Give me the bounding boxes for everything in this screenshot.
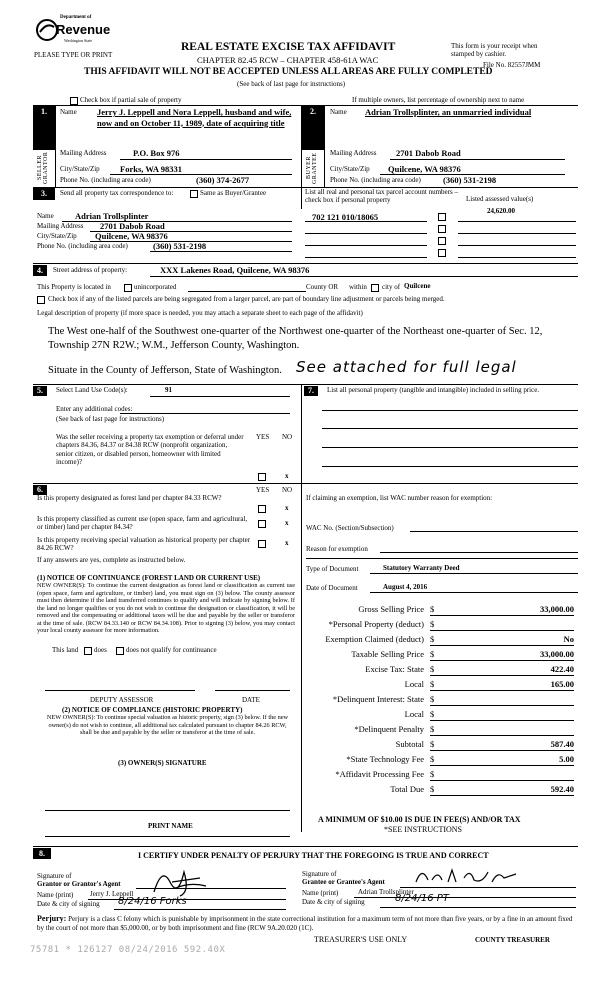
tax-row-value[interactable]: 592.40 [430, 784, 574, 796]
tax-row-value[interactable] [430, 709, 574, 721]
tax-row-label: *Delinquent Interest: State [332, 694, 424, 704]
tax-row [302, 634, 578, 649]
forest-yes-header: YES [256, 486, 270, 494]
personal-property-checkbox-2[interactable] [438, 225, 446, 233]
situate-text[interactable]: Situate in the County of Jefferson, State of Washington. [48, 365, 282, 376]
this-land-label: This land [52, 646, 79, 654]
chapter-text: CHAPTER 82.45 RCW – CHAPTER 458-61A WAC [197, 55, 379, 65]
buyer-city-label: City/State/Zip [330, 165, 370, 173]
personal-property-checkbox-3[interactable] [438, 237, 446, 245]
instructions-text: (See back of last page for instructions) [237, 80, 346, 88]
legal-description-label: Legal description of property (if more space is needed, you may attach a separate sheet to each page of the affidavit) [37, 309, 363, 317]
tax-row-value[interactable] [430, 619, 574, 631]
tax-row [302, 664, 578, 679]
section-3-badge: 3. [33, 188, 55, 200]
tax-row-dollar-sign: $ [430, 709, 435, 719]
dor-logo [34, 13, 111, 51]
tax-row [302, 739, 578, 754]
land-use-yes-header: YES [256, 433, 270, 441]
tax-row-label: *Personal Property (deduct) [328, 619, 424, 629]
buyer-phone[interactable]: (360) 531-2198 [443, 175, 497, 185]
exemption-question: Was the seller receiving a property tax exemption or deferral under chapters 84.36, 84.37 or 84.38 RCW (nonprofit organization, senior citizen, or disabled person, homeowner with limited income)? [56, 433, 244, 467]
section-4-badge: 4. [33, 265, 47, 276]
tax-row [302, 724, 578, 739]
segregated-label: Check box if any of the listed parcels are being segregated from a larger parcel, are part of boundary line adjustment or parcels being merged. [48, 295, 445, 303]
partial-sale-checkbox[interactable] [70, 97, 78, 105]
document-type[interactable]: Statutory Warranty Deed [383, 564, 460, 572]
tax-row-dollar-sign: $ [430, 664, 435, 674]
grantor-date-city[interactable]: 8/24/16 Forks [118, 896, 187, 907]
tax-row-dollar-sign: $ [430, 604, 435, 614]
segregated-checkbox[interactable] [37, 296, 45, 304]
partial-sale-label: Check box if partial sale of property [80, 96, 182, 104]
tax-row-label: *Affidavit Processing Fee [335, 769, 424, 779]
tax-row-label: Local [404, 709, 424, 719]
correspondence-label: Send all property tax correspondence to: [60, 189, 174, 197]
tax-row-label: Local [404, 679, 424, 689]
form-title: REAL ESTATE EXCISE TAX AFFIDAVIT [181, 41, 396, 53]
exemption-no-mark[interactable]: x [285, 472, 289, 480]
tax-row-dollar-sign: $ [430, 619, 435, 629]
tax-row-value[interactable] [430, 769, 574, 781]
deputy-assessor-label: DEPUTY ASSESSOR [90, 696, 154, 704]
seller-side-label: SELLER GRANTOR [37, 151, 49, 185]
county-or-label: County OR [306, 283, 339, 291]
seller-city-label: City/State/Zip [60, 165, 100, 173]
grantor-name[interactable]: Jerry J. Leppell [90, 890, 134, 898]
receipt-note: This form is your receipt when stamped by cashier. [451, 42, 538, 59]
grantee-signature [412, 864, 522, 893]
forest-q2-yes-checkbox[interactable] [258, 520, 266, 528]
forest-q1-yes-checkbox[interactable] [258, 505, 266, 513]
section-2-badge: 2. [302, 106, 324, 150]
same-as-buyer-label: Same as Buyer/Grantee [200, 189, 267, 197]
section-8-badge: 8. [33, 848, 51, 859]
county-treasurer-label: COUNTY TREASURER [475, 936, 550, 944]
forest-question-1: Is this property designated as forest land per chapter 84.33 RCW? [37, 494, 222, 502]
tax-row-dollar-sign: $ [430, 769, 435, 779]
tax-row-label: Gross Selling Price [358, 604, 424, 614]
notice-continuance-body: NEW OWNER(S): To continue the current designation as forest land or classification as current use (open space, farm and agriculture, or timber) land, you must sign on (3) below. The county assessor must then determine if the land transferred continues to qualify and will indicate by signing below. If the land no longer qualifies or you do not wish to continue the designation or classification, it will be removed and the compensating or additional taxes will be due and payable by the seller or transferor at the time of sale. (RCW 84.33.140 or RCW 84.34.108). Prior to signing (3) below, you may contact your local county assessor for more information. [37, 582, 295, 635]
seller-phone-label: Phone No. (including area code) [60, 176, 151, 184]
tax-row-dollar-sign: $ [430, 724, 435, 734]
buyer-side-label: BUYER GRANTEE [306, 152, 318, 184]
corr-city[interactable]: Quilcene, WA 98376 [95, 231, 168, 241]
forest-q2-no-mark[interactable]: x [285, 519, 289, 527]
tax-row [302, 754, 578, 769]
grantor-name-label: Name (print) [37, 891, 74, 899]
seller-phone[interactable]: (360) 374-2677 [196, 175, 250, 185]
treasurer-use-label: TREASURER'S USE ONLY [314, 935, 408, 944]
wac-number-label: WAC No. (Section/Subsection) [306, 524, 394, 532]
tax-row-value[interactable]: 33,000.00 [430, 604, 574, 616]
tax-row-dollar-sign: $ [430, 679, 435, 689]
forest-no-header: NO [282, 486, 293, 494]
handwritten-legal-note: See attached for full legal [296, 358, 517, 376]
tax-row-dollar-sign: $ [430, 694, 435, 704]
tax-row-value[interactable]: 422.40 [430, 664, 574, 676]
cashier-stamp: 75781 * 126127 08/24/2016 592.40X [30, 945, 226, 955]
street-label: Street address of property: [53, 266, 128, 274]
land-does-not-checkbox[interactable] [116, 647, 124, 655]
additional-codes-label: Enter any additional codes: [56, 405, 133, 413]
logo-sub-text: Washington State [64, 38, 93, 43]
seller-name-label: Name [60, 108, 77, 116]
land-use-label: Select Land Use Code(s): [56, 386, 128, 394]
tax-row [302, 604, 578, 619]
corr-phone[interactable]: (360) 531-2198 [153, 241, 207, 251]
grantee-sig-label-1: Signature of [302, 870, 337, 878]
tax-row [302, 694, 578, 709]
city-of-label: city of [382, 283, 401, 291]
tax-calculation-table [302, 604, 578, 804]
forest-q3-yes-checkbox[interactable] [258, 540, 266, 548]
section-7-badge: 7. [304, 386, 318, 396]
assessed-value[interactable]: 24,620.00 [487, 207, 515, 215]
tax-row-label: *State Technology Fee [346, 754, 424, 764]
parcel-number[interactable]: 702 121 010/18065 [312, 212, 379, 222]
corr-city-label: City/State/Zip [37, 232, 77, 240]
within-label: within [349, 283, 367, 291]
section-1-badge: 1. [33, 106, 55, 150]
tax-row-dollar-sign: $ [430, 739, 435, 749]
tax-row-label: Taxable Selling Price [351, 649, 424, 659]
tax-row-value[interactable]: 165.00 [430, 679, 574, 691]
tax-row [302, 679, 578, 694]
property-city[interactable]: Quilcene [404, 282, 431, 290]
section-5-badge: 5. [33, 386, 47, 396]
tax-row-value[interactable] [430, 724, 574, 736]
tax-row-label: *Delinquent Penalty [354, 724, 424, 734]
notice-compliance-title: (2) NOTICE OF COMPLIANCE (HISTORIC PROPERTY) [62, 706, 243, 714]
please-type-text: PLEASE TYPE OR PRINT [34, 51, 113, 59]
minimum-due-text: A MINIMUM OF $10.00 IS DUE IN FEE(S) AND/OR TAX [318, 815, 521, 824]
claim-exemption-label: If claiming an exemption, list WAC number reason for exemption: [306, 494, 493, 502]
notice-compliance-body: NEW OWNER(S): To continue special valuation as historic property, sign (3) below. If the new owner(s) do not wish to continue, all additional tax calculated pursuant to chapter 84.26 RCW, shall be due and payable by the seller or transferor at the time of sale. [46, 714, 289, 737]
tax-row-label: Subtotal [395, 739, 424, 749]
grantee-name-label: Name (print) [302, 889, 339, 897]
doc-type-label: Type of Document [306, 565, 359, 573]
if-any-yes-text: If any answers are yes, complete as instructed below. [37, 556, 186, 564]
assessed-label: Listed assessed value(s) [466, 195, 534, 203]
see-instructions-text: *SEE INSTRUCTIONS [384, 825, 463, 834]
document-date[interactable]: August 4, 2016 [383, 583, 428, 591]
parcel-label: List all real and personal tax parcel account numbers – check box if personal property [305, 188, 458, 205]
tax-row [302, 619, 578, 634]
seller-mailing-label: Mailing Address [60, 149, 107, 157]
owner-signature-label: (3) OWNER(S) SIGNATURE [118, 759, 207, 767]
grantor-sig-label-1: Signature of [37, 872, 72, 880]
reason-exemption-label: Reason for exemption [306, 545, 368, 553]
grantee-name[interactable]: Adrian Trollsplinter [358, 888, 414, 896]
corr-phone-label: Phone No. (including area code) [37, 242, 128, 250]
land-does-not-label: does not qualify for continuance [126, 646, 217, 654]
perjury-text: Perjury is a class C felony which is punishable by imprisonment in the state correctional institution for a maximum term of not more than five years, or by a fine in an amount fixed by the court of not more than $5,000.00, or by both imprisonment and fine (RCW 9A.20.020 (1C). [37, 915, 573, 932]
file-number: File No. 82557JMM [483, 61, 541, 69]
perjury-notice [37, 914, 578, 932]
corr-mailing-label: Mailing Address [37, 222, 84, 230]
forest-question-3: Is this property receiving special valuation as historical property per chapter 84.26 RCW? [37, 536, 251, 553]
seller-city[interactable]: Forks, WA 98331 [120, 164, 182, 174]
tax-row-value[interactable]: 5.00 [430, 754, 574, 766]
tax-row [302, 649, 578, 664]
certify-statement: I CERTIFY UNDER PENALTY OF PERJURY THAT THE FOREGOING IS TRUE AND CORRECT [138, 851, 489, 860]
buyer-name-label: Name [330, 108, 347, 116]
unincorporated-label: unincorporated [134, 283, 177, 291]
buyer-city[interactable]: Quilcene, WA 98376 [388, 164, 461, 174]
see-back-label: (See back of last page for instructions) [56, 415, 165, 423]
land-use-code[interactable]: 91 [165, 386, 172, 394]
tax-row [302, 784, 578, 799]
corr-name-label: Name [37, 212, 54, 220]
grantee-date-label: Date & city of signing [302, 898, 365, 906]
forest-q3-no-mark[interactable]: x [285, 539, 289, 547]
tax-row [302, 769, 578, 784]
within-city-checkbox[interactable] [371, 284, 379, 292]
tax-row-dollar-sign: $ [430, 754, 435, 764]
grantor-signature-icon [150, 862, 210, 900]
assessor-date-label: DATE [242, 696, 260, 704]
tax-row-value[interactable]: No [430, 634, 574, 646]
forest-q1-no-mark[interactable]: x [285, 504, 289, 512]
perjury-label: Perjury: [37, 914, 67, 923]
tax-row-value[interactable]: 587.40 [430, 739, 574, 751]
grantee-date-city[interactable]: 8/24/16 PT [395, 893, 449, 904]
grantee-signature-icon [412, 864, 522, 888]
tax-row-dollar-sign: $ [430, 634, 435, 644]
land-use-no-header: NO [282, 433, 293, 441]
tax-row-value[interactable] [430, 694, 574, 706]
corr-mailing[interactable]: 2701 Dabob Road [100, 221, 165, 231]
tax-row-value[interactable]: 33,000.00 [430, 649, 574, 661]
tax-row-dollar-sign: $ [430, 784, 435, 794]
personal-property-checkbox-4[interactable] [438, 249, 446, 257]
located-label: This Property is located in [37, 283, 111, 291]
print-name-label: PRINT NAME [148, 822, 193, 830]
street-address[interactable]: XXX Lakenes Road, Quilcene, WA 98376 [160, 265, 310, 275]
tax-row-label: Excise Tax: State [365, 664, 424, 674]
warning-text: THIS AFFIDAVIT WILL NOT BE ACCEPTED UNLESS ALL AREAS ARE FULLY COMPLETED [84, 67, 493, 77]
tax-row-dollar-sign: $ [430, 649, 435, 659]
exemption-yes-checkbox[interactable] [258, 473, 266, 481]
tax-row-label: Total Due [390, 784, 424, 794]
legal-description[interactable]: The West one-half of the Southwest one-quarter of the Northwest one-quarter of the Northeast one-quarter of Sec. 12, Township 27N R2W.; W.M., Jefferson County, Washington. [48, 326, 543, 351]
seller-name[interactable]: Jerry J. Leppell and Nora Leppell, husband and wife, now and on October 11, 1989, date of acquiring title [97, 107, 292, 128]
buyer-mailing[interactable]: 2701 Dabob Road [396, 148, 461, 158]
logo-top-text: Department of [60, 15, 92, 20]
notice-continuance-title: (1) NOTICE OF CONTINUANCE (FOREST LAND OR CURRENT USE) [37, 574, 261, 582]
grantor-date-label: Date & city of signing [37, 900, 100, 908]
tax-row [302, 709, 578, 724]
land-does-label: does [94, 646, 107, 654]
same-as-buyer-checkbox[interactable] [190, 190, 198, 198]
land-does-checkbox[interactable] [84, 647, 92, 655]
corr-name[interactable]: Adrian Trollsplinter [75, 211, 149, 221]
seller-mailing[interactable]: P.O. Box 976 [133, 148, 180, 158]
doc-date-label: Date of Document [306, 584, 358, 592]
buyer-phone-label: Phone No. (including area code) [330, 176, 421, 184]
section-6-badge: 6. [33, 485, 47, 495]
unincorporated-checkbox[interactable] [124, 284, 132, 292]
grantee-sig-label-2: Grantee or Grantee's Agent [302, 878, 385, 886]
forest-question-2: Is this property classified as current use (open space, farm and agricultural, or timber) land per chapter 84.34? [37, 515, 248, 532]
tax-row-label: Exemption Claimed (deduct) [325, 634, 424, 644]
buyer-name[interactable]: Adrian Trollsplinter, an unmarried individual [365, 107, 532, 117]
personal-property-label: List all personal property (tangible and intangible) included in selling price. [327, 386, 540, 394]
grantor-sig-label-2: Grantor or Grantor's Agent [37, 880, 121, 888]
buyer-mailing-label: Mailing Address [330, 149, 377, 157]
personal-property-checkbox-1[interactable] [438, 213, 446, 221]
multiple-owners-note: If multiple owners, list percentage of ownership next to name [352, 96, 525, 104]
logo-main-text: Revenue [56, 22, 111, 37]
